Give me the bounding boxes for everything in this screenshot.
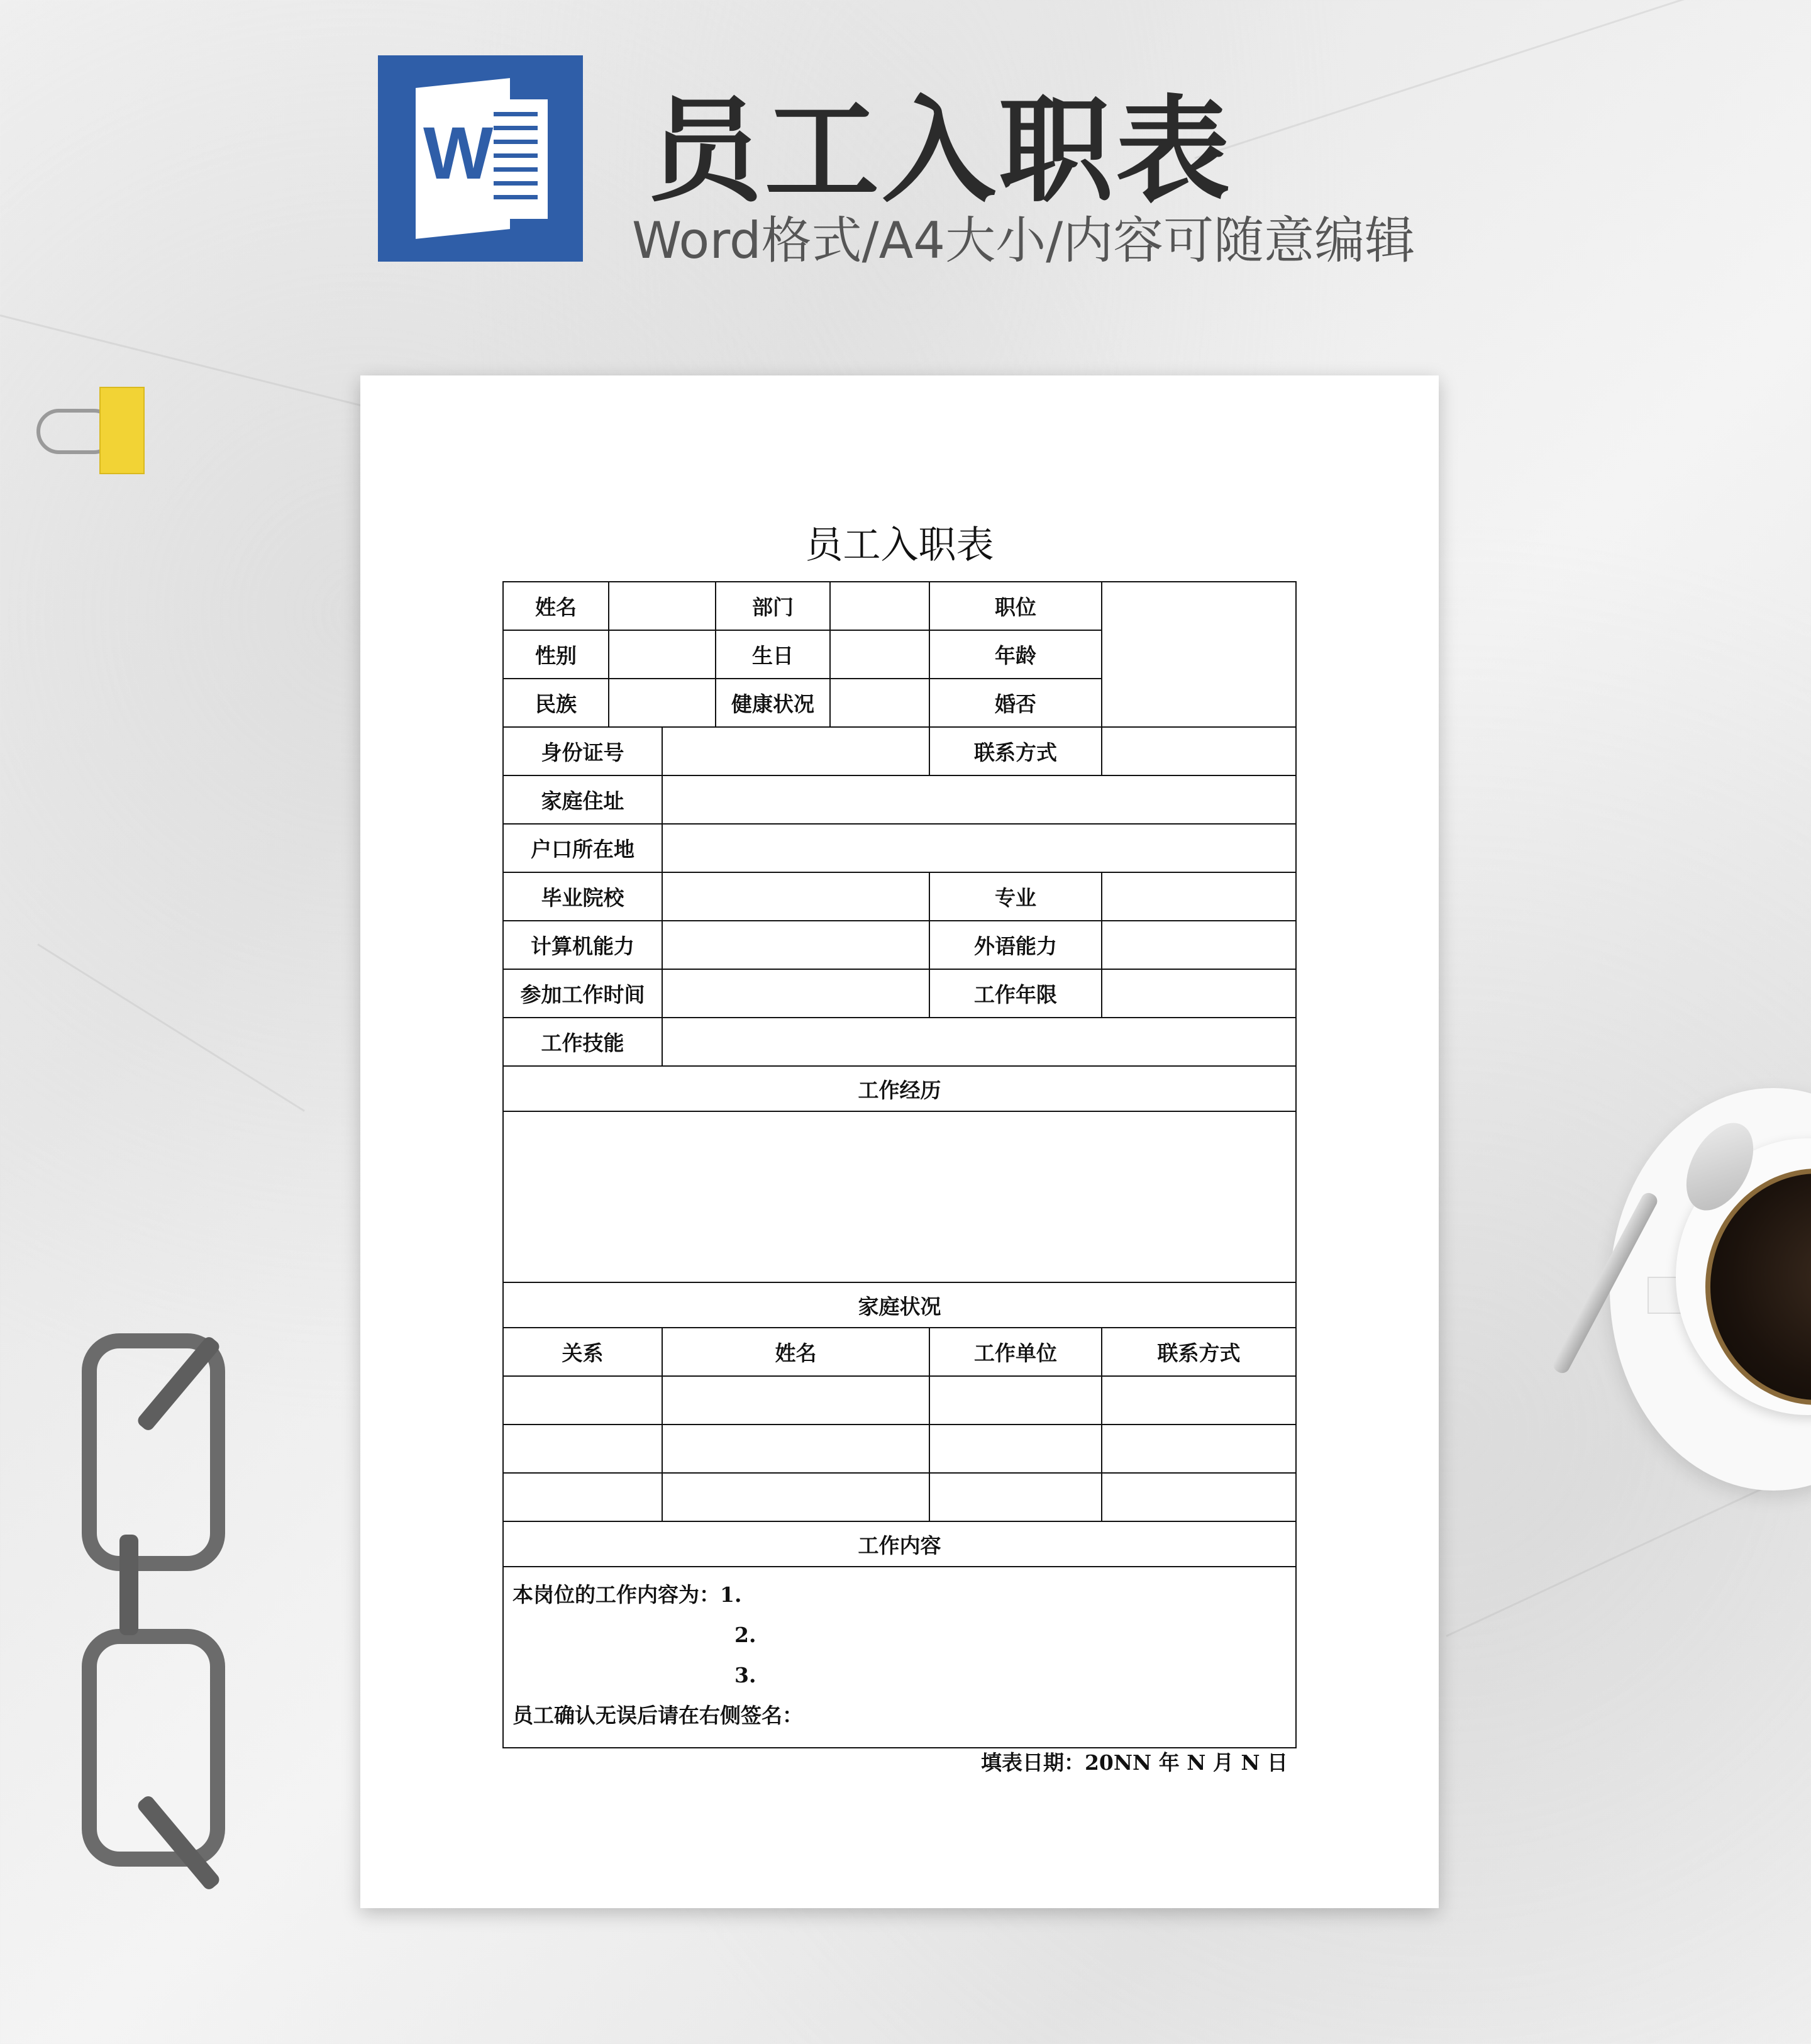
- family-cell[interactable]: [503, 1425, 662, 1473]
- label-language-skill: 外语能力: [929, 921, 1102, 969]
- family-cell[interactable]: [1102, 1425, 1296, 1473]
- label-marital: 婚否: [929, 679, 1102, 727]
- family-cell[interactable]: [662, 1376, 929, 1425]
- glasses-icon: [75, 1333, 239, 1874]
- marble-vein: [1446, 1486, 1766, 1636]
- label-department: 部门: [716, 582, 830, 630]
- label-position: 职位: [929, 582, 1102, 630]
- family-header-relation: 关系: [503, 1328, 662, 1376]
- section-job-content: 工作内容: [503, 1521, 1296, 1567]
- label-contact: 联系方式: [929, 727, 1102, 775]
- table-row: [503, 1328, 1296, 1376]
- table-row: [503, 1473, 1296, 1521]
- label-major: 专业: [929, 872, 1102, 921]
- field-household[interactable]: [662, 824, 1296, 872]
- table-row: [503, 969, 1296, 1018]
- label-ethnicity: 民族: [503, 679, 609, 727]
- family-cell[interactable]: [929, 1425, 1102, 1473]
- table-row: [503, 1111, 1296, 1282]
- table-row: [503, 582, 1296, 630]
- field-work-years[interactable]: [1102, 969, 1296, 1018]
- marble-vein: [37, 943, 305, 1112]
- table-row: [503, 1018, 1296, 1066]
- field-health[interactable]: [830, 679, 929, 727]
- job-content-box[interactable]: [503, 1567, 1296, 1748]
- section-family: 家庭状况: [503, 1282, 1296, 1328]
- word-logo-letter: W: [423, 112, 494, 195]
- table-row: [503, 1521, 1296, 1567]
- table-row: [503, 1282, 1296, 1328]
- family-cell[interactable]: [929, 1376, 1102, 1425]
- label-birthday: 生日: [716, 630, 830, 679]
- family-cell[interactable]: [503, 1376, 662, 1425]
- field-gender[interactable]: [609, 630, 716, 679]
- job-content-line-1: 本岗位的工作内容为：1.: [512, 1582, 742, 1607]
- field-major[interactable]: [1102, 872, 1296, 921]
- glasses-lens-top: [82, 1333, 225, 1571]
- photo-box[interactable]: [1102, 582, 1296, 727]
- label-household: 户口所在地: [503, 824, 662, 872]
- label-age: 年龄: [929, 630, 1102, 679]
- table-row: [503, 727, 1296, 775]
- field-name[interactable]: [609, 582, 716, 630]
- family-header-contact: 联系方式: [1102, 1328, 1296, 1376]
- page-subtitle: Word格式/A4大小/内容可随意编辑: [632, 211, 1415, 270]
- table-row: [503, 921, 1296, 969]
- field-birthday[interactable]: [830, 630, 929, 679]
- label-name: 姓名: [503, 582, 609, 630]
- label-id-number: 身份证号: [503, 727, 662, 775]
- family-cell[interactable]: [662, 1473, 929, 1521]
- document-page: [360, 375, 1439, 1908]
- field-id-number[interactable]: [662, 727, 929, 775]
- family-cell[interactable]: [662, 1425, 929, 1473]
- table-row: [503, 824, 1296, 872]
- onboarding-form-table: [502, 581, 1297, 1748]
- field-work-history[interactable]: [503, 1111, 1296, 1282]
- glasses-lens-bottom: [82, 1629, 225, 1867]
- field-work-skill[interactable]: [662, 1018, 1296, 1066]
- section-work-history: 工作经历: [503, 1066, 1296, 1111]
- field-ethnicity[interactable]: [609, 679, 716, 727]
- job-content-line-2: 2.: [734, 1623, 756, 1647]
- field-computer-skill[interactable]: [662, 921, 929, 969]
- label-health: 健康状况: [716, 679, 830, 727]
- table-row: [503, 1425, 1296, 1473]
- family-cell[interactable]: [929, 1473, 1102, 1521]
- signature-prompt: 员工确认无误后请在右侧签名：: [512, 1703, 803, 1728]
- field-start-work-time[interactable]: [662, 969, 929, 1018]
- document-title: 员工入职表: [805, 523, 994, 567]
- marble-vein: [1195, 0, 1793, 159]
- label-home-address: 家庭住址: [503, 775, 662, 824]
- family-cell[interactable]: [1102, 1473, 1296, 1521]
- label-start-work-time: 参加工作时间: [503, 969, 662, 1018]
- table-row: [503, 1567, 1296, 1748]
- word-logo-page: [485, 99, 548, 219]
- table-row: [503, 1376, 1296, 1425]
- word-logo-icon: [378, 55, 583, 262]
- field-home-address[interactable]: [662, 775, 1296, 824]
- field-department[interactable]: [830, 582, 929, 630]
- family-cell[interactable]: [503, 1473, 662, 1521]
- label-gender: 性别: [503, 630, 609, 679]
- family-cell[interactable]: [1102, 1376, 1296, 1425]
- fill-date: 填表日期：20NN 年 N 月 N 日: [980, 1750, 1288, 1775]
- field-school[interactable]: [662, 872, 929, 921]
- page-title: 员工入职表: [648, 84, 1232, 218]
- table-row: [503, 775, 1296, 824]
- field-contact[interactable]: [1102, 727, 1296, 775]
- job-content-line-3: 3.: [734, 1663, 756, 1687]
- label-school: 毕业院校: [503, 872, 662, 921]
- family-header-employer: 工作单位: [929, 1328, 1102, 1376]
- family-header-name: 姓名: [662, 1328, 929, 1376]
- glasses-bridge: [119, 1535, 138, 1635]
- table-row: [503, 1066, 1296, 1111]
- binder-clip-icon: [36, 387, 143, 475]
- label-work-years: 工作年限: [929, 969, 1102, 1018]
- label-computer-skill: 计算机能力: [503, 921, 662, 969]
- field-language-skill[interactable]: [1102, 921, 1296, 969]
- clip-body: [99, 387, 145, 474]
- label-work-skill: 工作技能: [503, 1018, 662, 1066]
- table-row: [503, 872, 1296, 921]
